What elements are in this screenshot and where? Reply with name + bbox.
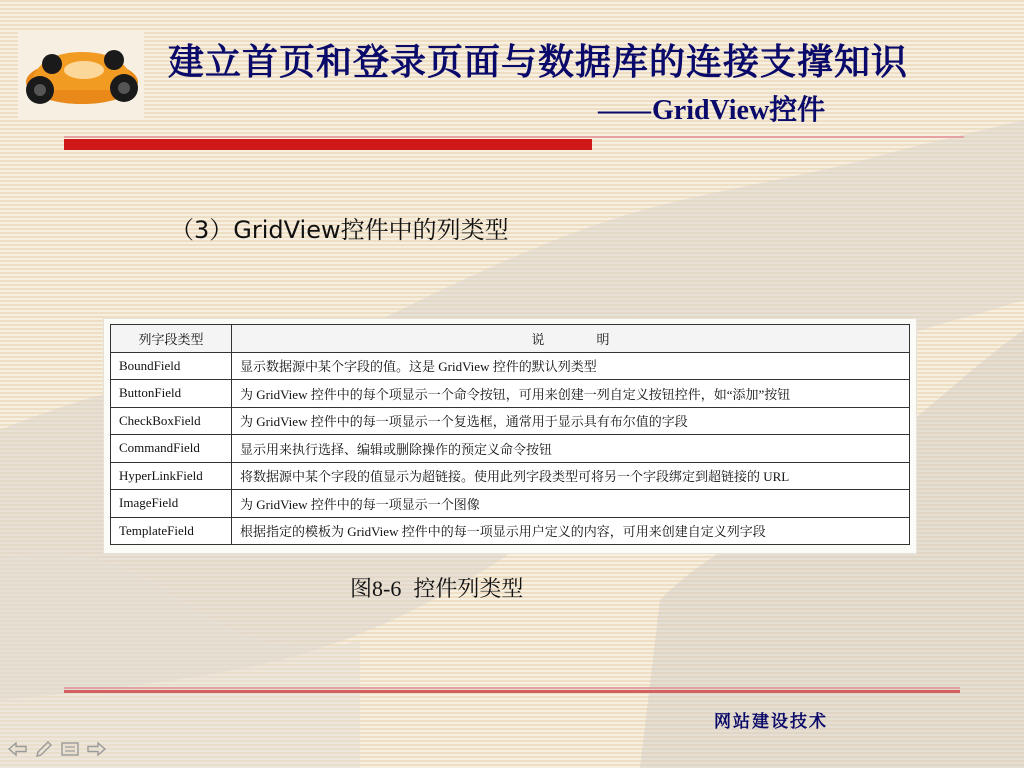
- column-types-table: [110, 324, 910, 545]
- table-row: [111, 352, 910, 380]
- header-field-type: 列字段类型: [111, 325, 232, 353]
- footer-accent-line: [64, 690, 960, 693]
- course-footer: 网站建设技术: [714, 712, 828, 732]
- table-row: [111, 380, 910, 408]
- field-name-cell: CommandField: [111, 435, 232, 463]
- table-header-row: [111, 325, 910, 353]
- subtitle-dash: ——: [598, 95, 648, 126]
- field-name-cell: HyperLinkField: [111, 462, 232, 490]
- table-row: [111, 490, 910, 518]
- figure-caption: [350, 572, 523, 603]
- caption-number: 图8-6: [350, 576, 402, 601]
- table-row: [111, 517, 910, 545]
- slide-title: 建立首页和登录页面与数据库的连接支撑知识: [168, 42, 909, 83]
- table-row: [111, 462, 910, 490]
- field-desc-cell: 将数据源中某个字段的值显示为超链接。使用此列字段类型可将另一个字段绑定到超链接的 URL: [232, 462, 910, 490]
- title-accent-bar: [64, 139, 592, 150]
- caption-text: 控件列类型: [413, 576, 524, 601]
- arrow-left-icon[interactable]: [8, 740, 28, 758]
- slide-navigation: [8, 740, 106, 760]
- subtitle-text: GridView控件: [652, 95, 826, 126]
- table-row: [111, 407, 910, 435]
- field-desc-cell: 根据指定的模板为 GridView 控件中的每一项显示用户定义的内容，可用来创建自定义列字段: [232, 517, 910, 545]
- field-desc-cell: 为 GridView 控件中的每个项显示一个命令按钮，可用来创建一列自定义按钮控件，如“添加”按钮: [232, 380, 910, 408]
- menu-icon[interactable]: [60, 740, 80, 758]
- footer-divider-line: [64, 687, 960, 689]
- race-car-logo: [18, 30, 144, 118]
- field-name-cell: ImageField: [111, 490, 232, 518]
- table-image-frame: [104, 319, 916, 553]
- field-name-cell: ButtonField: [111, 380, 232, 408]
- field-name-cell: TemplateField: [111, 517, 232, 545]
- field-desc-cell: 为 GridView 控件中的每一项显示一个图像: [232, 490, 910, 518]
- table-row: [111, 435, 910, 463]
- header-description: 说 明: [232, 325, 910, 353]
- slide-subtitle: [598, 88, 825, 128]
- arrow-right-icon[interactable]: [86, 740, 106, 758]
- section-heading: （3）GridView控件中的列类型: [170, 216, 509, 244]
- field-desc-cell: 显示用来执行选择、编辑或删除操作的预定义命令按钮: [232, 435, 910, 463]
- title-divider-line: [64, 136, 964, 138]
- field-desc-cell: 显示数据源中某个字段的值。这是 GridView 控件的默认列类型: [232, 352, 910, 380]
- field-name-cell: BoundField: [111, 352, 232, 380]
- field-name-cell: CheckBoxField: [111, 407, 232, 435]
- pencil-icon[interactable]: [34, 740, 54, 758]
- field-desc-cell: 为 GridView 控件中的每一项显示一个复选框，通常用于显示具有布尔值的字段: [232, 407, 910, 435]
